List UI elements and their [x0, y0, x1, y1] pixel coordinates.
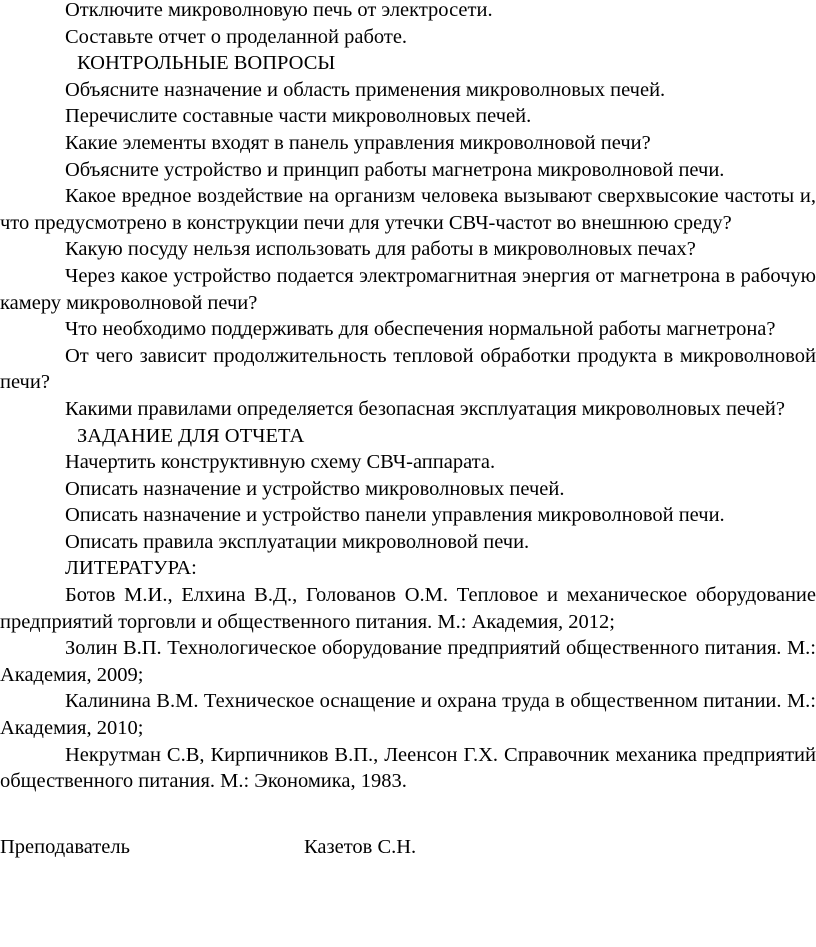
signature-role: Преподаватель: [0, 835, 130, 858]
question-item: Объясните назначение и область применения микроволновых печей.: [65, 78, 666, 101]
report-task: Описать назначение и устройство микроволновых печей.: [65, 477, 565, 500]
questions-heading: КОНТРОЛЬНЫЕ ВОПРОСЫ: [77, 52, 336, 75]
literature-item: Некрутман С.В, Кирпичников В.П., Леенсон Г.Х. Справочник механика предприятий общественного питания. М.: Экономика, 1983.: [0, 743, 816, 793]
spacer: [0, 795, 816, 834]
report-task: Описать правила эксплуатации микроволновой печи.: [65, 530, 530, 553]
literature-item: Калинина В.М. Техническое оснащение и охрана труда в общественном питании. М.: Академия, 2010;: [0, 690, 816, 740]
question-item: Перечислите составные части микроволновых печей.: [65, 105, 532, 128]
signature-line: [0, 834, 816, 861]
question-item: Через какое устройство подается электромагнитная энергия от магнетрона в рабочую камеру микроволновой печи?: [0, 264, 816, 314]
intro-line: Отключите микроволновую печь от электросети.: [65, 0, 493, 21]
question-item: От чего зависит продолжительность тепловой обработки продукта в микроволновой печи?: [0, 344, 816, 394]
question-item: Какую посуду нельзя использовать для работы в микроволновых печах?: [65, 238, 696, 261]
report-heading: ЗАДАНИЕ ДЛЯ ОТЧЕТА: [77, 424, 305, 447]
question-item: Какими правилами определяется безопасная эксплуатация микроволновых печей?: [65, 397, 785, 420]
intro-line: Составьте отчет о проделанной работе.: [65, 25, 408, 48]
literature-item: Ботов М.И., Елхина В.Д., Голованов О.М. Тепловое и механическое оборудование предприятий торговли и общественного питания. М.: Академия, 2012;: [0, 584, 816, 633]
signature-name: Казетов С.Н.: [304, 835, 417, 858]
report-task: Описать назначение и устройство панели управления микроволновой печи.: [65, 504, 725, 527]
literature-heading: ЛИТЕРАТУРА:: [65, 557, 197, 580]
question-item: Что необходимо поддерживать для обеспечения нормальной работы магнетрона?: [65, 318, 776, 341]
literature-item: Золин В.П. Технологическое оборудование предприятий общественного питания. М.: Академия, 2009;: [0, 637, 816, 686]
report-task: Начертить конструктивную схему СВЧ-аппарата.: [65, 451, 496, 474]
question-item: Какие элементы входят в панель управления микроволновой печи?: [65, 131, 651, 154]
question-item: Какое вредное воздействие на организм человека вызывают сверхвысокие частоты и, что предусмотрено в конструкции печи для утечки СВЧ-частот во внешнюю среду?: [0, 185, 816, 234]
question-item: Объясните устройство и принцип работы магнетрона микроволновой печи.: [65, 158, 725, 181]
